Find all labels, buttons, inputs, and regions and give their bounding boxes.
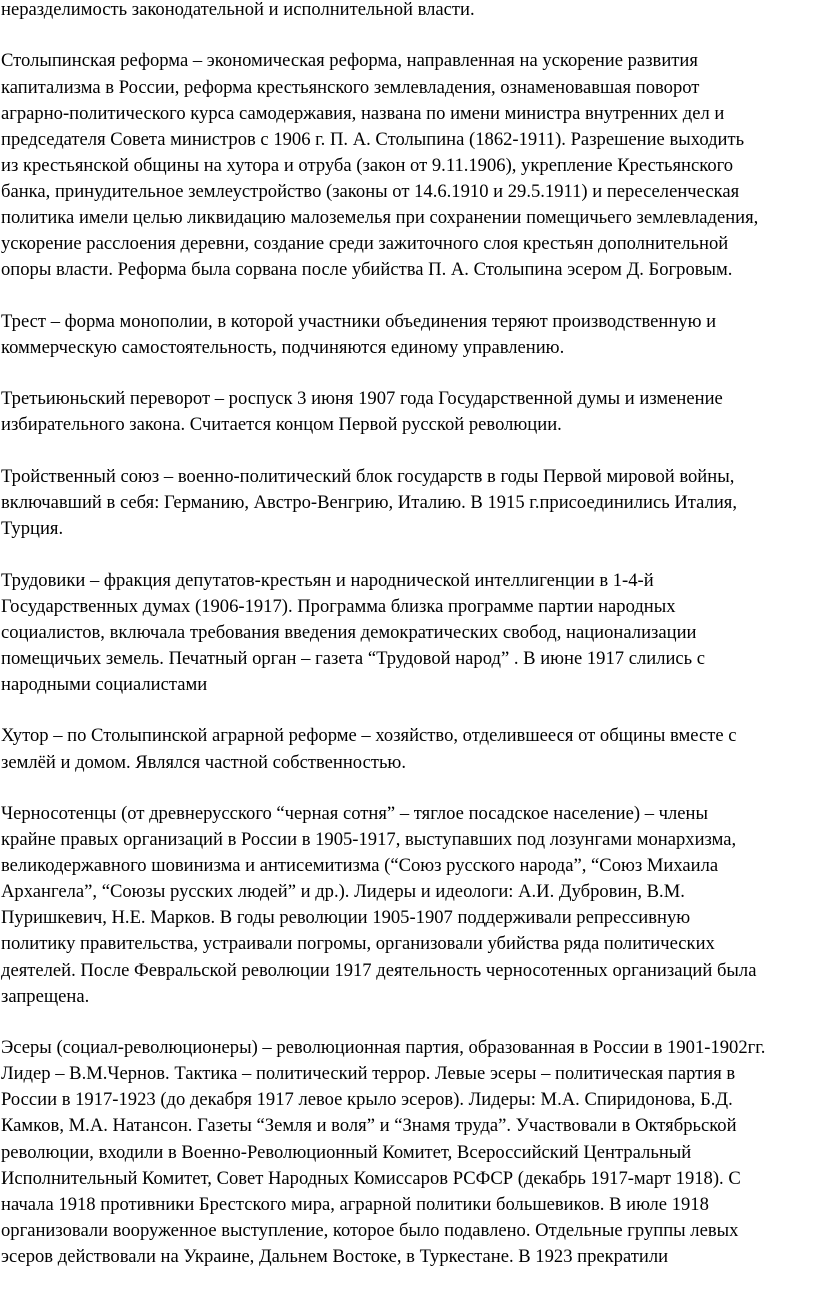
paragraph-socialist-revolutionaries: Эсеры (социал-революционеры) – революционная партия, образованная в России в 1901-1902гг. Лидер – В.М.Чернов. Тактика – политический террор. Левые эсеры – политическая партия в России в 1917-1923 (до декабря 1917 левое крыло эсеров). Лидеры: М.А. Спиридонова, Б.Д. Камков, М.А. Натансон. Газеты “Земля и воля” и “Знамя труда”. Участвовали в Октябрьской революции, входили в Военно-Революционный Комитет, Всероссийский Центральный Исполнительный Комитет, Совет Народных Комиссаров РСФСР (декабрь 1917-март 1918). С начала 1918 противники Брестского мира, аграрной политики большевиков. В июле 1918 организовали вооруженное выступление, которое было подавлено. Отдельные группы левых эсеров действовали на Украине, Дальнем Востоке, в Туркестане. В 1923 прекратили: [1, 1037, 766, 1267]
paragraph-trust: Трест – форма монополии, в которой участники объединения теряют производственную и коммерческую самостоятельность, подчиняются единому управлению.: [1, 310, 717, 358]
paragraph-stolypin-reform: Столыпинская реформа – экономическая реформа, направленная на ускорение развития капитализма в России, реформа крестьянского землевладения, ознаменовавшая поворот аграрно-политического курса самодержавия, названа по имени министра внутренних дел и председателя Совета министров с 1906 г. П. А. Столыпина (1862-1911). Разрешение выходить из крестьянской общины на хутора и отруба (закон от 9.11.1906), укрепление Крестьянского банка, принудительное землеустройство (законы от 14.6.1910 и 29.5.1911) и переселенческая политика имели целью ликвидацию малоземелья при сохранении помещичьего землевладения, ускорение расслоения деревни, создание среди зажиточного слоя крестьян дополнительной опоры власти. Реформа была сорвана после убийства П. А. Столыпина эсером Д. Богровым.: [1, 50, 759, 281]
paragraph-triple-alliance: Тройственный союз – военно-политический блок государств в годы Первой мировой войны, включавший в себя: Германию, Австро-Венгрию, Италию. В 1915 г.присоединились Италия, Турция.: [1, 465, 737, 540]
paragraph-black-hundreds: Черносотенцы (от древнерусского “черная сотня” – тяглое посадское население) – члены крайне правых организаций в России в 1905-1917, выступавших под лозунгами монархизма, великодержавного шовинизма и антисемитизма (“Союз русского народа”, “Союз Михаила Архангела”, “Союзы русских людей” и др.). Лидеры и идеологи: А.И. Дубровин, В.М. Пуришкевич, Н.Е. Марков. В годы революции 1905-1907 поддерживали репрессивную политику правительства, устраивали погромы, организовали убийства ряда политических деятелей. После Февральской революции 1917 деятельность черносотенных организаций была запрещена.: [1, 802, 757, 1007]
paragraph-trudoviks: Трудовики – фракция депутатов-крестьян и народнической интеллигенции в 1-4-й Государственных думах (1906-1917). Программа близка программе партии народных социалистов, включала требования введения демократических свобод, национализации помещичьих земель. Печатный орган – газета “Трудовой народ” . В июне 1917 слились с народными социалистами: [1, 569, 706, 695]
paragraph-continuation: неразделимость законодательной и исполнительной власти.: [1, 0, 475, 20]
paragraph-khutor: Хутор – по Столыпинской аграрной реформе – хозяйство, отделившееся от общины вместе с землёй и домом. Являлся частной собственностью.: [1, 725, 737, 773]
paragraph-june-coup: Третьиюньский переворот – роспуск 3 июня 1907 года Государственной думы и изменение избирательного закона. Считается концом Первой русской революции.: [1, 388, 723, 436]
